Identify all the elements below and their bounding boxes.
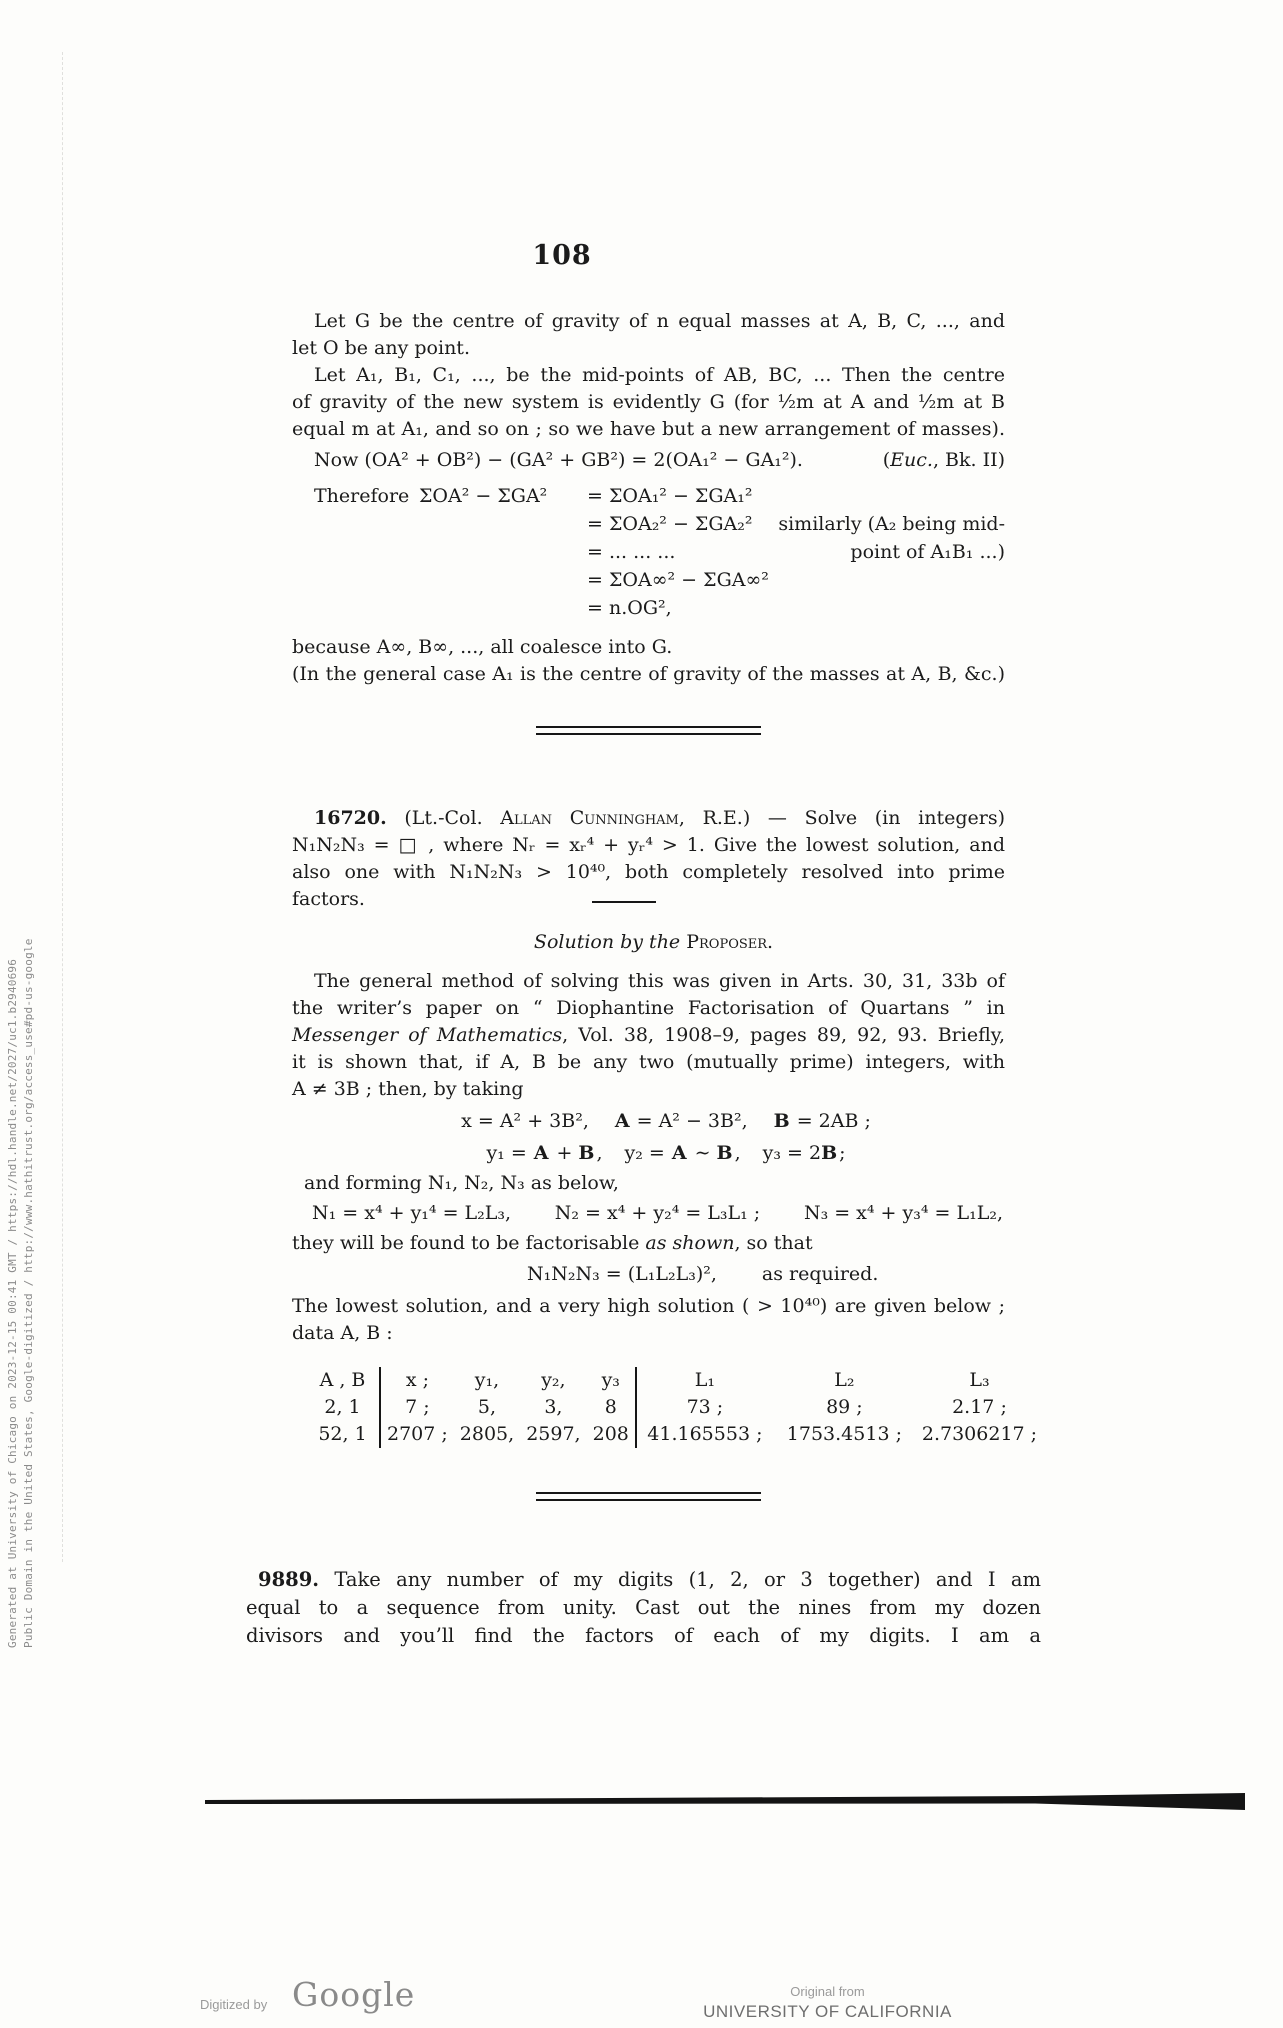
- equation-line: [292, 447, 1005, 474]
- text-line: divisors and you’ll find the factors of each of my digits. I am a: [246, 1624, 1041, 1647]
- proposer-name: Proposer.: [686, 931, 774, 953]
- text-line: Let A₁, B₁, C₁, ..., be the mid-points of AB, BC, ... Then the centre: [314, 364, 1005, 386]
- text-line: because A∞, B∞, ..., all coalesce into G.: [292, 636, 673, 658]
- text-fragment-italic: Euc.: [890, 449, 933, 471]
- text-line: [292, 1022, 1005, 1049]
- equation-text: x = A² + 3B²,: [461, 1110, 589, 1132]
- text-fragment-italic: as shown: [645, 1232, 735, 1254]
- bold-symbol: B: [578, 1142, 595, 1164]
- text-line: equal to a sequence from unity. Cast out the nines from my dozen: [246, 1596, 1041, 1619]
- institution-name: UNIVERSITY OF CALIFORNIA: [703, 2002, 952, 2021]
- table-header-cell: L₁: [694, 1369, 715, 1391]
- table-cell: 7 ;: [405, 1396, 430, 1418]
- table-cell: 1753.4513 ;: [786, 1423, 902, 1445]
- text-column: [292, 308, 1038, 1501]
- table-cell: 2, 1: [306, 1394, 380, 1421]
- table-cell: 2597,: [526, 1423, 581, 1445]
- annotation-text: similarly (A₂ being mid-: [778, 513, 1005, 535]
- equation-text: = ΣOA∞² − ΣGA∞²: [587, 569, 769, 591]
- table-cell: 2707 ;: [387, 1423, 448, 1445]
- text-line: [292, 1230, 1005, 1257]
- text-line: of gravity of the new system is evidently G (for ½m at A and ½m at B: [292, 391, 1005, 413]
- equation-text: +: [556, 1142, 573, 1164]
- text-line: and forming N₁, N₂, N₃ as below,: [304, 1172, 619, 1194]
- journal-title: Messenger of Mathematics: [292, 1024, 563, 1046]
- equation-text: N₁ = x⁴ + y₁⁴ = L₂L₃,: [312, 1202, 512, 1224]
- equation-line: [292, 594, 1005, 622]
- equation-line: [292, 566, 1005, 594]
- original-from-label: Original from: [790, 1984, 865, 1999]
- author-name: Allan Cunningham: [500, 807, 679, 829]
- table-header-cell: x ;: [405, 1369, 429, 1391]
- equation-line: [292, 482, 1005, 510]
- problem-number: 16720.: [314, 807, 387, 829]
- equation-text: = ΣOA₂² − ΣGA₂²: [587, 513, 753, 535]
- text-fragment: , Bk. II): [932, 449, 1005, 471]
- text-fragment: Take any number of my digits (1, 2, or 3 together) and I am: [334, 1568, 1041, 1591]
- bold-symbol: B: [821, 1142, 838, 1164]
- table-row: [306, 1394, 1043, 1421]
- equation-text: y₁ =: [486, 1142, 527, 1164]
- text-line: it is shown that, if A, B be any two (mutually prime) integers, with: [292, 1051, 1005, 1073]
- solution-heading: [292, 929, 1005, 956]
- crease-line: [62, 52, 63, 1562]
- text-fragment: they will be found to be factorisable: [292, 1232, 646, 1254]
- bold-symbol: A: [614, 1110, 630, 1132]
- table-cell: 3,: [544, 1396, 563, 1418]
- section-divider-rule: [536, 1492, 761, 1501]
- text-fragment-italic: Solution by the: [533, 931, 681, 953]
- text-line: The lowest solution, and a very high solution ( > 10⁴⁰) are given below ;: [292, 1295, 1005, 1317]
- text-line: also one with N₁N₂N₃ > 10⁴⁰, both completely resolved into prime: [292, 861, 1005, 883]
- annotation-text: point of A₁B₁ ...): [850, 541, 1005, 563]
- bold-symbol: A: [671, 1142, 687, 1164]
- equation-text: N₃ = x⁴ + y₃⁴ = L₁L₂,: [803, 1202, 1003, 1224]
- text-line: N₁N₂N₃ = □ , where Nᵣ = xᵣ⁴ + yᵣ⁴ > 1. Give the lowest solution, and: [292, 834, 1005, 856]
- digitized-by-label: Digitized by: [200, 1997, 268, 2012]
- page-number: 108: [532, 240, 592, 271]
- table-header-cell: L₂: [834, 1369, 855, 1391]
- equation-text: = n.OG²,: [587, 597, 672, 619]
- equation-text: y₃ = 2: [762, 1142, 822, 1164]
- solution-table: [306, 1367, 1043, 1448]
- text-fragment: , Vol. 38, 1908–9, pages 89, 92, 93. Briefly,: [562, 1024, 1005, 1046]
- table-cell: 2805,: [459, 1423, 515, 1445]
- solution-paragraph: [292, 968, 1005, 1103]
- text-line: [246, 1566, 1041, 1594]
- derivation-block: [292, 482, 1005, 622]
- text-line: the writer’s paper on “ Diophantine Factorisation of Quartans ” in: [292, 997, 1005, 1019]
- text-fragment: (: [882, 449, 891, 471]
- table-header-cell: y₃: [587, 1367, 636, 1394]
- table-cell: 208: [587, 1421, 636, 1448]
- table-cell: 8: [587, 1394, 636, 1421]
- marginalia-generated-line: Generated at University of Chicago on 2023-12-15 00:41 GMT / https://hdl.handle.net/2027/uc1.b2940696: [6, 958, 19, 1648]
- table-header-cell: y₁,: [474, 1369, 500, 1391]
- table-cell: 5,: [477, 1396, 497, 1418]
- lowest-solution-block: [292, 1293, 1005, 1347]
- closing-block: [292, 634, 1005, 688]
- table-cell: 2.17 ;: [952, 1396, 1007, 1418]
- equation-text: ΣOA² − ΣGA²: [419, 485, 548, 507]
- text-line: data A, B :: [292, 1322, 393, 1344]
- bold-symbol: B: [773, 1110, 790, 1132]
- text-fragment: (Lt.-Col.: [404, 807, 501, 829]
- table-cell: 52, 1: [306, 1421, 380, 1448]
- table-row: [306, 1421, 1043, 1448]
- equation-text: ∼: [694, 1142, 711, 1164]
- equation-text: N₁N₂N₃ = (L₁L₂L₃)²,: [527, 1263, 717, 1285]
- table-cell: 89 ;: [826, 1396, 863, 1418]
- equation-text: = 2AB ;: [796, 1110, 871, 1132]
- text-line: The general method of solving this was given in Arts. 30, 31, 33b of: [314, 970, 1005, 992]
- equation-text: N₂ = x⁴ + y₂⁴ = L₃L₁ ;: [554, 1202, 761, 1224]
- equation-line: [292, 538, 1005, 566]
- equation-text: ,: [596, 1142, 603, 1164]
- table-header-cell: L₃: [969, 1369, 990, 1391]
- problem-16720: [292, 805, 1005, 913]
- table-header-cell: A , B: [306, 1367, 380, 1394]
- table-header-row: [306, 1367, 1043, 1394]
- equation-text: y₂ =: [624, 1142, 665, 1164]
- text-fragment: , so that: [734, 1232, 813, 1254]
- euclid-reference: [883, 447, 1005, 474]
- bold-symbol: B: [716, 1142, 733, 1164]
- equation-text: = A² − 3B²,: [636, 1110, 748, 1132]
- text-line: A ≠ 3B ; then, by taking: [292, 1078, 524, 1100]
- text-line: Let G be the centre of gravity of n equal masses at A, B, C, ..., and: [314, 310, 1005, 332]
- text-fragment: , R.E.) — Solve (in integers): [678, 807, 1005, 829]
- table-cell: 41.165553 ;: [647, 1423, 763, 1445]
- marginalia-public-domain-line: Public Domain in the United States, Google-digitized / http://www.hathitrust.org/access_use#pd-us-google: [22, 938, 35, 1648]
- equation-line: [292, 1140, 1005, 1167]
- equation-line: [292, 1261, 1005, 1288]
- problem-9889: [246, 1566, 1041, 1650]
- equation-text: Now (OA² + OB²) − (GA² + GB²) = 2(OA₁² − GA₁²).: [314, 449, 803, 471]
- equation-text: = ... ... ...: [587, 541, 676, 563]
- text-fragment: as required.: [761, 1263, 879, 1285]
- text-line: (In the general case A₁ is the centre of gravity of the masses at A, B, &c.): [292, 663, 1005, 685]
- equation-line: [292, 1200, 1005, 1227]
- text-line: equal m at A₁, and so on ; so we have but a new arrangement of masses).: [292, 418, 1005, 440]
- footer-attribution: [655, 1984, 1000, 2022]
- table-header-cell: y₂,: [541, 1369, 566, 1391]
- section-divider-rule: [536, 726, 761, 735]
- problem-separator-rule: [592, 901, 656, 903]
- page-edge-mark: [205, 1793, 1245, 1815]
- text-fragment: Therefore: [314, 485, 410, 507]
- equation-line: [292, 510, 1005, 538]
- text-line: [292, 886, 1005, 913]
- table-cell: 2.7306217 ;: [921, 1423, 1038, 1445]
- equation-line: [292, 1108, 1005, 1135]
- bold-symbol: A: [533, 1142, 549, 1164]
- text-fragment: factors.: [292, 888, 365, 910]
- equation-text: ;: [839, 1142, 846, 1164]
- problem-number: 9889.: [258, 1568, 320, 1591]
- equation-text: = ΣOA₁² − ΣGA₁²: [587, 485, 753, 507]
- text-line: [292, 805, 1005, 832]
- text-line: let O be any point.: [292, 337, 470, 359]
- equation-text: ,: [734, 1142, 741, 1164]
- table-cell: 73 ;: [686, 1396, 724, 1418]
- google-logo: Google: [292, 1975, 416, 2014]
